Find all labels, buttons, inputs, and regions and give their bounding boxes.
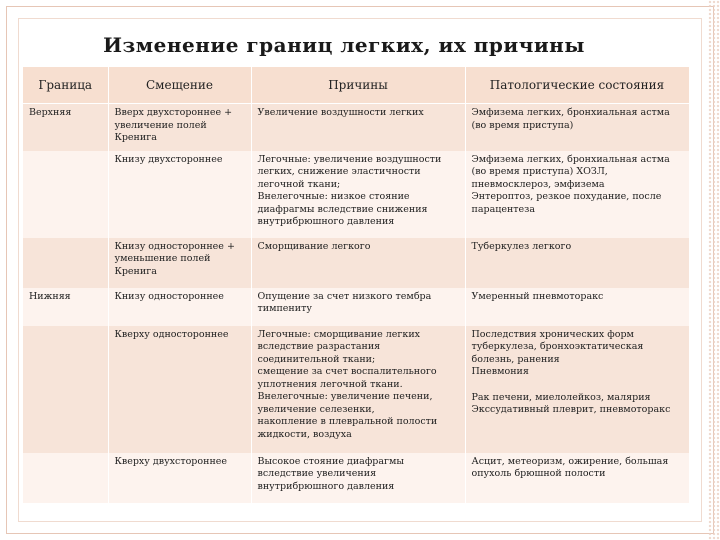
table-row bbox=[23, 104, 689, 151]
cell-shift: Вверх двухстороннее + увеличение полей Кренига bbox=[108, 104, 251, 151]
cell-causes bbox=[251, 151, 465, 238]
header-conditions: Патологические состояния bbox=[465, 67, 689, 104]
cause-line: Сморщивание легкого bbox=[257, 240, 371, 252]
condition-line: Туберкулез легкого bbox=[471, 240, 572, 252]
cell-border: Верхняя bbox=[23, 104, 108, 151]
cell-conditions bbox=[465, 326, 689, 453]
cause-line: накопление в плевральной полости жидкости, воздуха bbox=[257, 416, 438, 440]
cell-shift: Кверху одностороннее bbox=[108, 326, 251, 453]
cell-border: Нижняя bbox=[23, 288, 108, 326]
header-causes: Причины bbox=[251, 67, 465, 104]
header-border: Граница bbox=[23, 67, 108, 104]
cell-border bbox=[23, 238, 108, 288]
slide-title: Изменение границ легких, их причины bbox=[103, 33, 585, 57]
cell-conditions bbox=[465, 104, 689, 151]
lung-borders-table bbox=[23, 67, 690, 503]
cell-border bbox=[23, 151, 108, 238]
cause-line: Внелегочные: увеличение печени, увеличение селезенки, bbox=[257, 391, 433, 415]
table-row bbox=[23, 453, 689, 503]
cell-shift: Кверху двухстороннее bbox=[108, 453, 251, 503]
cause-line: Легочные: увеличение воздушности легких, снижение эластичности легочной ткани; bbox=[257, 153, 442, 190]
cell-border bbox=[23, 453, 108, 503]
cell-conditions bbox=[465, 151, 689, 238]
condition-line: Последствия хронических форм туберкулеза, бронхоэктатическая болезнь, ранения bbox=[471, 328, 644, 365]
cell-causes bbox=[251, 453, 465, 503]
cell-shift: Книзу одностороннее + уменьшение полей Кренига bbox=[108, 238, 251, 288]
cell-shift: Книзу двухстороннее bbox=[108, 151, 251, 238]
cell-causes bbox=[251, 288, 465, 326]
table-row bbox=[23, 326, 689, 453]
header-shift: Смещение bbox=[108, 67, 251, 104]
table-row bbox=[23, 151, 689, 238]
cell-causes bbox=[251, 104, 465, 151]
condition-line: Экссудативный плеврит, пневмоторакс bbox=[471, 404, 671, 415]
condition-line: Умеренный пневмоторакс bbox=[471, 290, 604, 302]
condition-line: Пневмония bbox=[471, 366, 529, 377]
table-row bbox=[23, 238, 689, 288]
table-header-row bbox=[23, 67, 689, 104]
cell-causes bbox=[251, 326, 465, 453]
cause-line: Легочные: сморщивание легких вследствие разрастания соединительной ткани; bbox=[257, 328, 421, 365]
cell-conditions bbox=[465, 288, 689, 326]
cause-line: Увеличение воздушности легких bbox=[257, 107, 424, 118]
cell-conditions bbox=[465, 238, 689, 288]
cause-line: Высокое стояние диафрагмы вследствие увеличения внутрибрюшного давления bbox=[257, 455, 404, 492]
cause-line: смещение за счет воспалительного уплотнения легочной ткани. bbox=[257, 366, 437, 390]
side-dot-pattern bbox=[708, 0, 720, 540]
table-row bbox=[23, 288, 689, 326]
cell-conditions bbox=[465, 453, 689, 503]
condition-line: Эмфизема легких, бронхиальная астма (во время приступа) ХОЗЛ, пневмосклероз, эмфизема bbox=[471, 153, 670, 190]
condition-line: Асцит, метеоризм, ожирение, большая опухоль брюшной полости bbox=[471, 455, 669, 479]
cause-line: Опущение за счет низкого тембра тимпениту bbox=[257, 290, 432, 314]
condition-line: Энтероптоз, резкое похудание, после парацентеза bbox=[471, 191, 662, 215]
spacer bbox=[472, 379, 683, 392]
cause-line: Внелегочные: низкое стояние диафрагмы вследствие снижения внутрибрюшного давления bbox=[257, 191, 428, 227]
cell-shift: Книзу одностороннее bbox=[108, 288, 251, 326]
condition-line: Эмфизема легких, бронхиальная астма (во время приступа) bbox=[471, 107, 670, 131]
cell-causes bbox=[251, 238, 465, 288]
condition-line: Рак печени, миелолейкоз, малярия bbox=[471, 391, 651, 403]
cell-border bbox=[23, 326, 108, 453]
